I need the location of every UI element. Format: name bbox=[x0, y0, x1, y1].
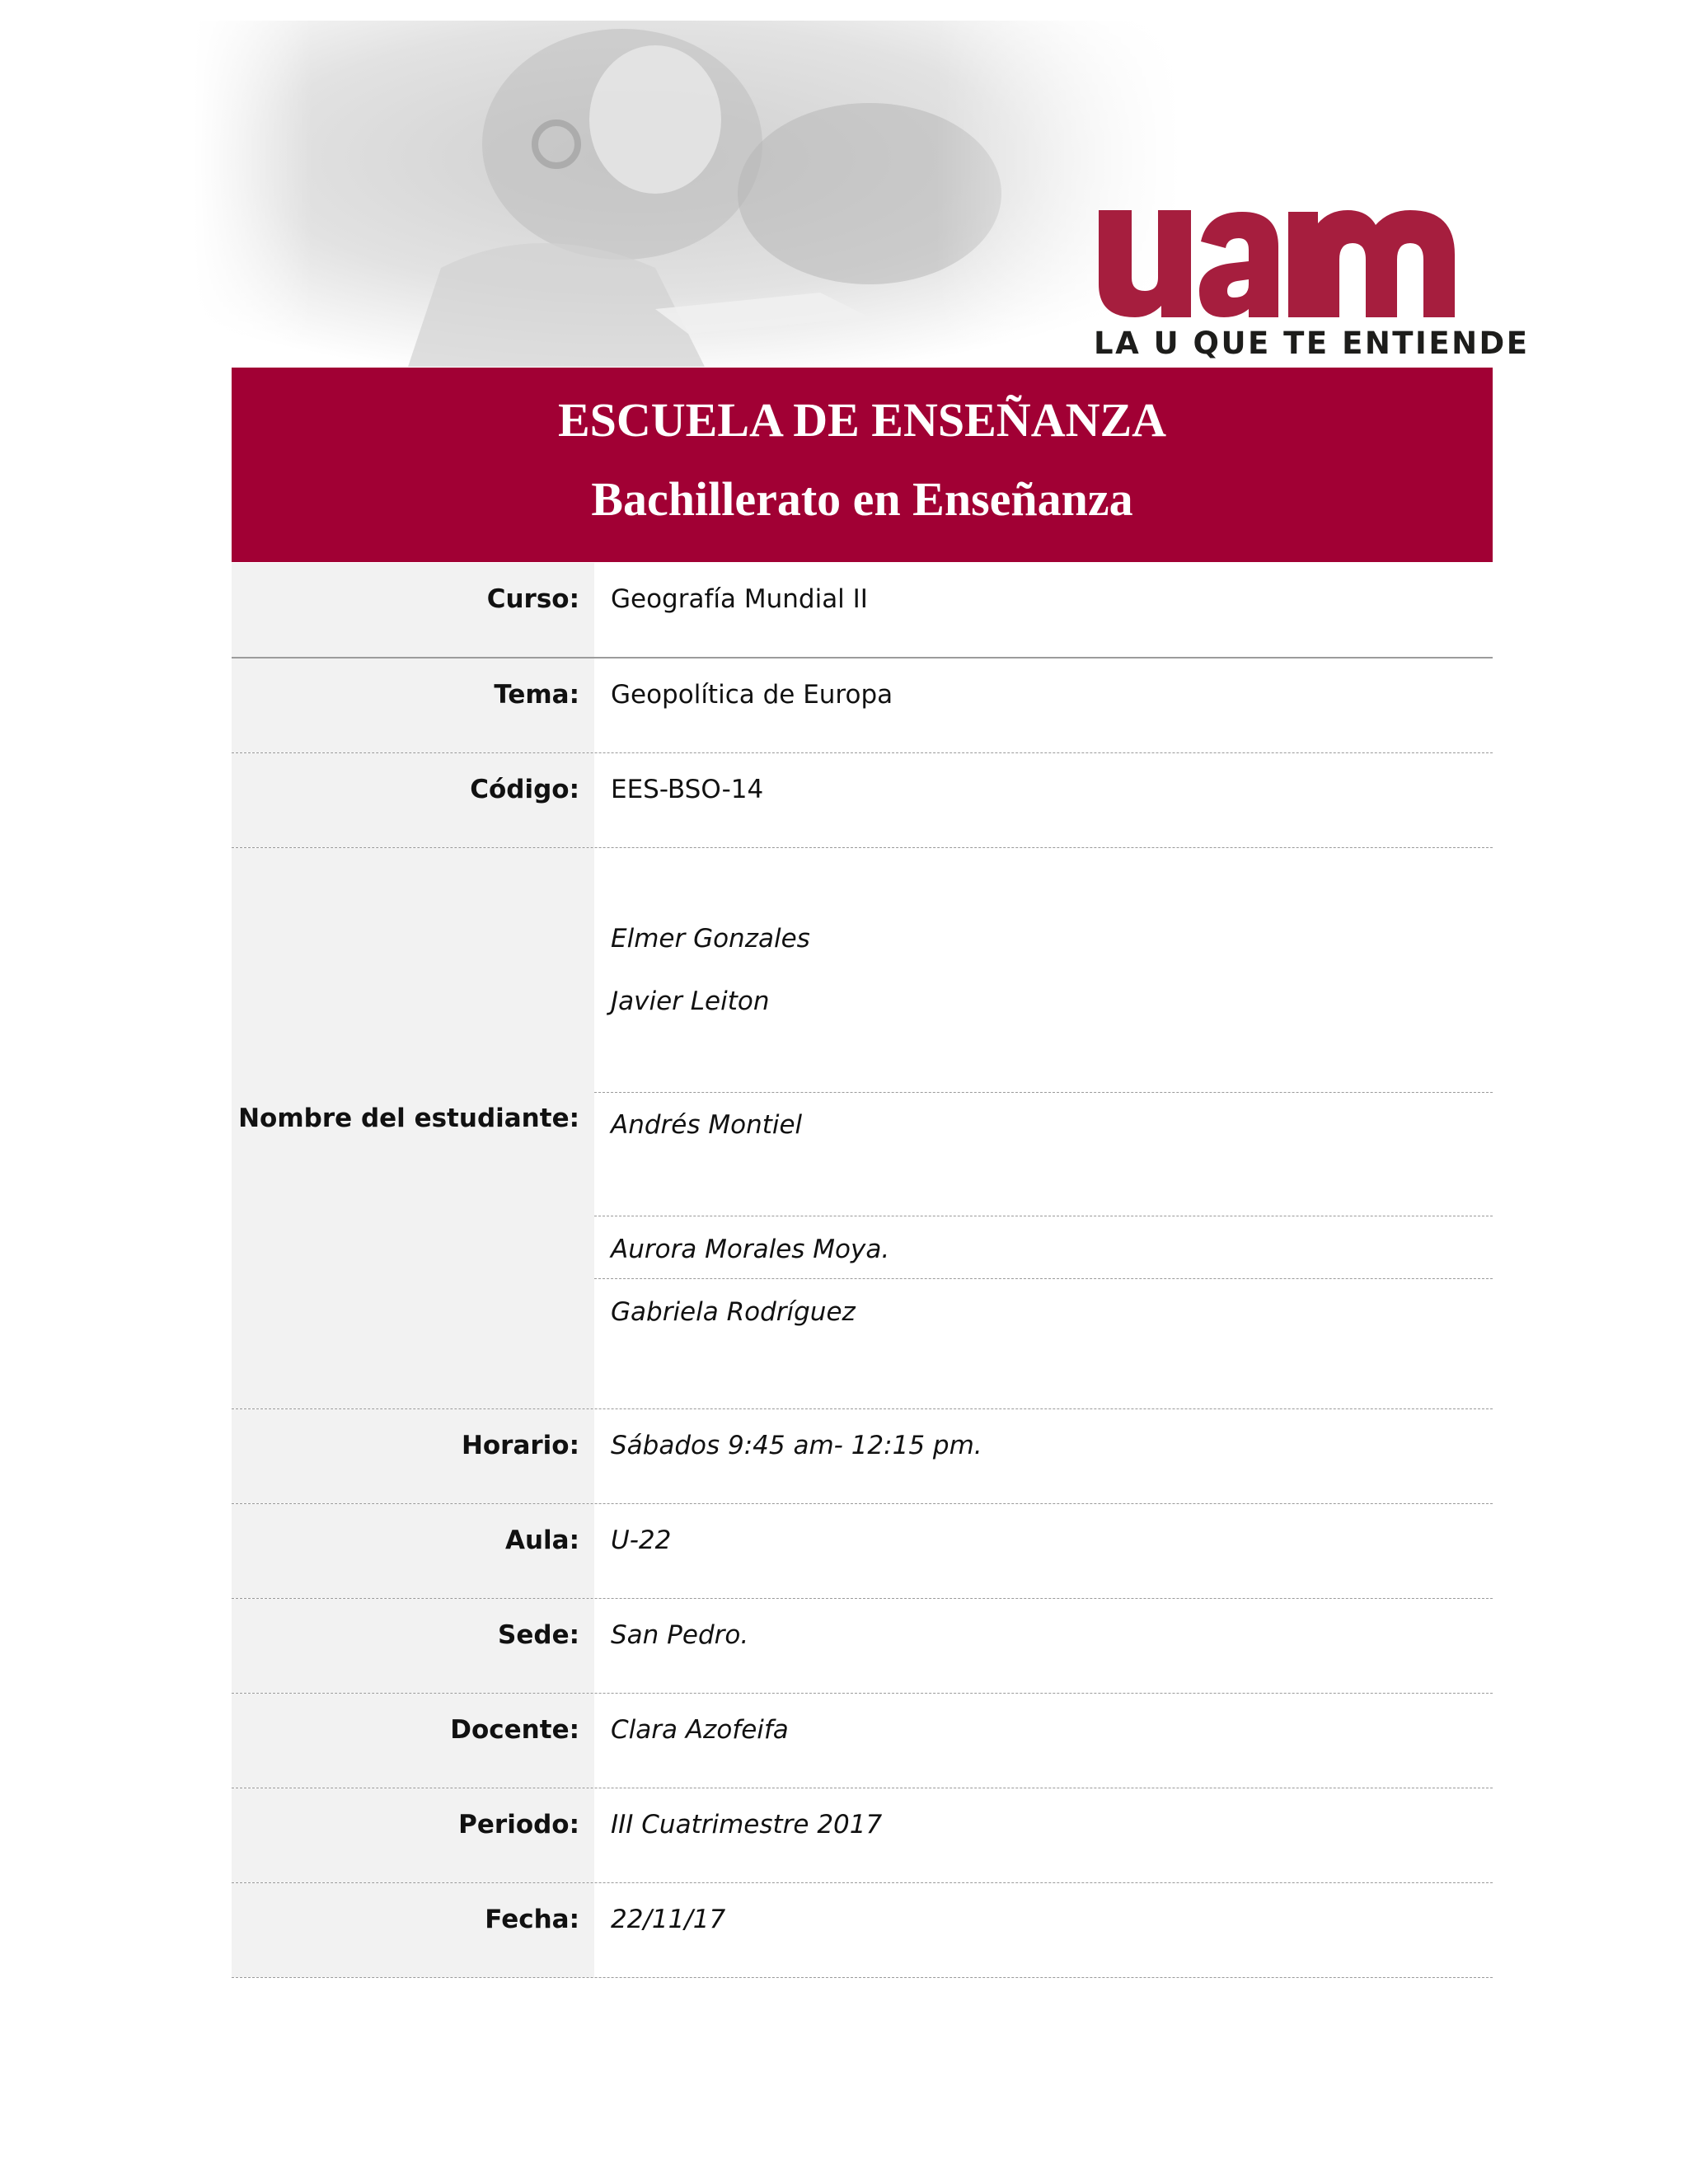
curso-value: Geografía Mundial II bbox=[611, 584, 868, 614]
periodo-value: III Cuatrimestre 2017 bbox=[611, 1810, 883, 1840]
value-cell bbox=[594, 848, 1493, 1408]
student-divider bbox=[594, 1278, 1493, 1279]
label-cell bbox=[232, 658, 594, 752]
student-name: Andrés Montiel bbox=[611, 1110, 803, 1140]
docente-value: Clara Azofeifa bbox=[611, 1715, 789, 1745]
tema-label: Tema: bbox=[494, 680, 579, 710]
row-docente bbox=[232, 1694, 1493, 1788]
label-cell bbox=[232, 1599, 594, 1693]
estudiantes-label: Nombre del estudiante: bbox=[238, 1104, 579, 1133]
program-subtitle: Bachillerato en Enseñanza bbox=[591, 472, 1133, 526]
value-cell bbox=[594, 1788, 1493, 1882]
horario-value: Sábados 9:45 am- 12:15 pm. bbox=[611, 1431, 982, 1460]
codigo-label: Código: bbox=[470, 775, 579, 804]
row-sede bbox=[232, 1599, 1493, 1694]
header-photo bbox=[194, 21, 1183, 367]
aula-label: Aula: bbox=[504, 1526, 579, 1555]
cover-info-table bbox=[232, 563, 1493, 1978]
label-cell bbox=[232, 1883, 594, 1977]
tema-value: Geopolítica de Europa bbox=[611, 680, 893, 710]
label-cell bbox=[232, 753, 594, 847]
row-aula bbox=[232, 1504, 1493, 1599]
codigo-value: EES-BSO-14 bbox=[611, 775, 764, 804]
value-cell bbox=[594, 1599, 1493, 1693]
logo-tagline: LA U QUE TE ENTIENDE bbox=[1094, 326, 1530, 361]
uam-logo bbox=[1092, 202, 1530, 367]
sede-value: San Pedro. bbox=[611, 1620, 749, 1650]
value-cell bbox=[594, 1883, 1493, 1977]
value-cell bbox=[594, 1409, 1493, 1503]
row-fecha bbox=[232, 1883, 1493, 1978]
aula-value: U-22 bbox=[611, 1526, 672, 1555]
student-name: Javier Leiton bbox=[611, 987, 770, 1016]
row-tema bbox=[232, 658, 1493, 753]
fecha-value: 22/11/17 bbox=[611, 1905, 726, 1934]
row-horario bbox=[232, 1409, 1493, 1504]
label-cell bbox=[232, 1694, 594, 1788]
title-banner bbox=[232, 368, 1493, 562]
uam-wordmark-icon bbox=[1092, 202, 1463, 317]
label-cell bbox=[232, 1409, 594, 1503]
school-title: ESCUELA DE ENSEÑANZA bbox=[557, 393, 1167, 447]
row-codigo bbox=[232, 753, 1493, 848]
value-cell bbox=[594, 753, 1493, 847]
row-curso bbox=[232, 563, 1493, 658]
value-cell bbox=[594, 1504, 1493, 1598]
label-cell bbox=[232, 1788, 594, 1882]
periodo-label: Periodo: bbox=[458, 1810, 579, 1840]
row-estudiantes bbox=[232, 848, 1493, 1409]
row-periodo bbox=[232, 1788, 1493, 1883]
student-name: Aurora Morales Moya. bbox=[611, 1235, 890, 1264]
curso-label: Curso: bbox=[486, 584, 579, 614]
value-cell bbox=[594, 1694, 1493, 1788]
label-cell bbox=[232, 848, 594, 1408]
student-name: Gabriela Rodríguez bbox=[611, 1297, 856, 1327]
sede-label: Sede: bbox=[498, 1620, 579, 1650]
student-name: Elmer Gonzales bbox=[611, 924, 810, 954]
value-cell bbox=[594, 658, 1493, 752]
fecha-label: Fecha: bbox=[485, 1905, 579, 1934]
label-cell bbox=[232, 563, 594, 657]
label-cell bbox=[232, 1504, 594, 1598]
docente-label: Docente: bbox=[450, 1715, 579, 1745]
value-cell bbox=[594, 563, 1493, 657]
horario-label: Horario: bbox=[461, 1431, 579, 1460]
student-divider bbox=[594, 1092, 1493, 1093]
